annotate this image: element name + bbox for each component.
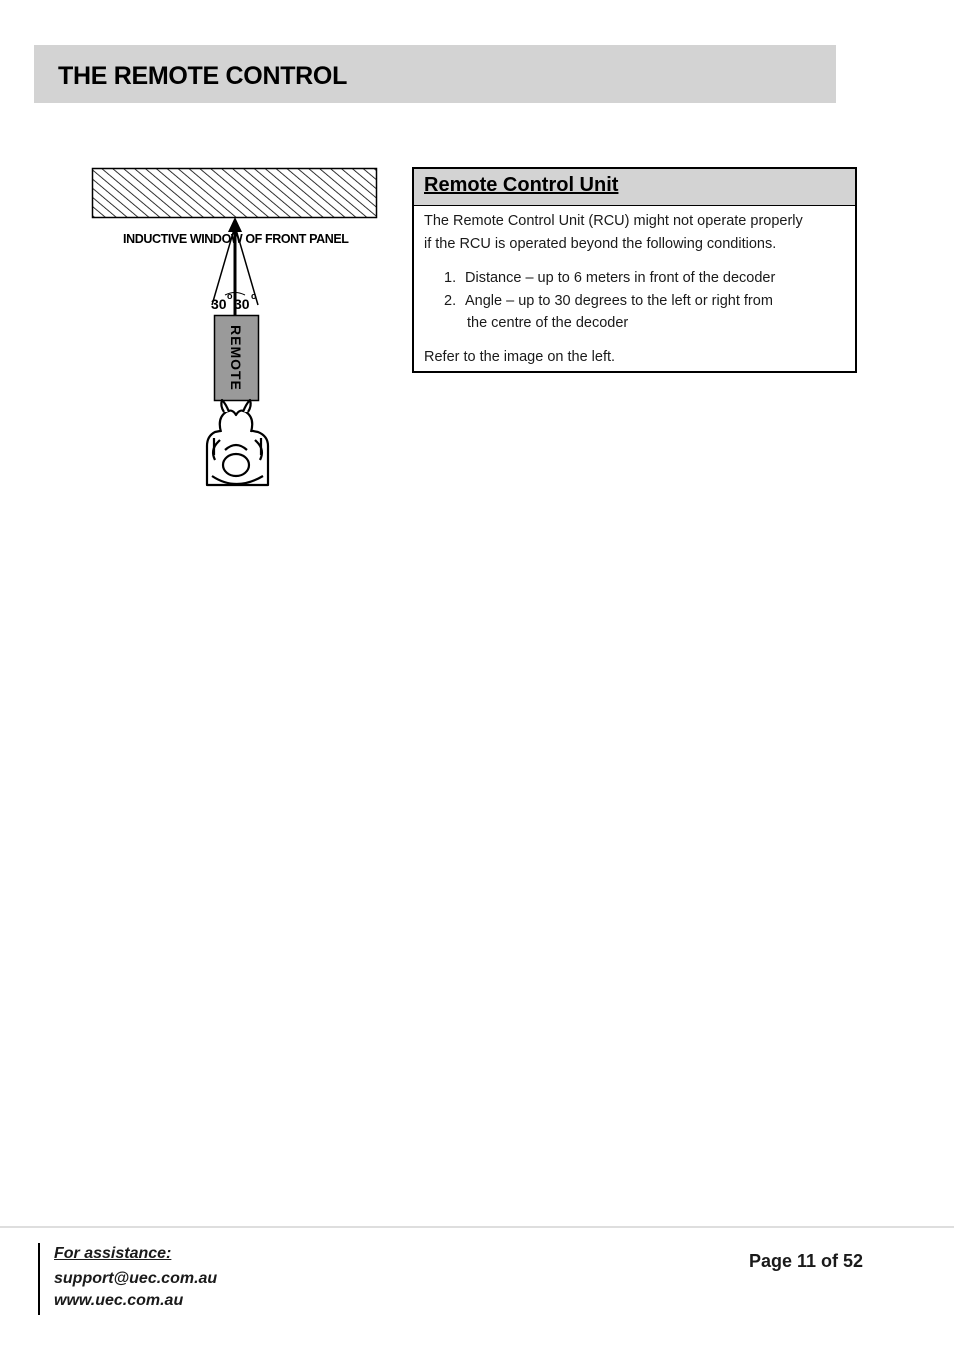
angle-left-label: 30	[211, 296, 227, 312]
footer-divider	[0, 1226, 954, 1228]
person-icon	[207, 400, 268, 485]
list-item-text: Distance – up to 6 meters in front of the decoder	[465, 270, 776, 286]
remote-control-unit-box	[412, 167, 857, 373]
page-number: Page 11 of 52	[749, 1251, 864, 1271]
info-box-header	[414, 169, 855, 206]
list-item-text: Angle – up to 30 degrees to the left or right from	[465, 293, 773, 309]
signal-arrow-head	[228, 217, 242, 232]
footer-accent-bar	[38, 1243, 40, 1315]
remote-range-diagram	[80, 160, 390, 500]
support-email-link[interactable]: support@uec.com.au	[54, 1270, 218, 1287]
outro-line: Refer to the image on the left.	[424, 349, 616, 365]
info-box-title: Remote Control Unit	[424, 174, 619, 196]
front-panel-window	[93, 169, 377, 218]
list-item-number: 2.	[444, 293, 457, 309]
assistance-label: For assistance:	[54, 1245, 172, 1262]
intro-line-1: The Remote Control Unit (RCU) might not operate properly	[424, 213, 803, 229]
degree-left-symbol: o	[227, 291, 233, 301]
page-title: THE REMOTE CONTROL	[58, 62, 348, 90]
header-bar	[34, 45, 836, 103]
angle-right-label: 30	[234, 296, 250, 312]
intro-line-2: if the RCU is operated beyond the following conditions.	[424, 236, 777, 252]
remote-label: REMOTE	[228, 324, 244, 391]
list-item-continuation: the centre of the decoder	[467, 315, 629, 331]
window-label: INDUCTIVE WINDOW OF FRONT PANEL	[123, 232, 349, 246]
list-item-number: 1.	[444, 270, 457, 286]
website-link[interactable]: www.uec.com.au	[54, 1292, 184, 1309]
degree-right-symbol: o	[251, 291, 257, 301]
